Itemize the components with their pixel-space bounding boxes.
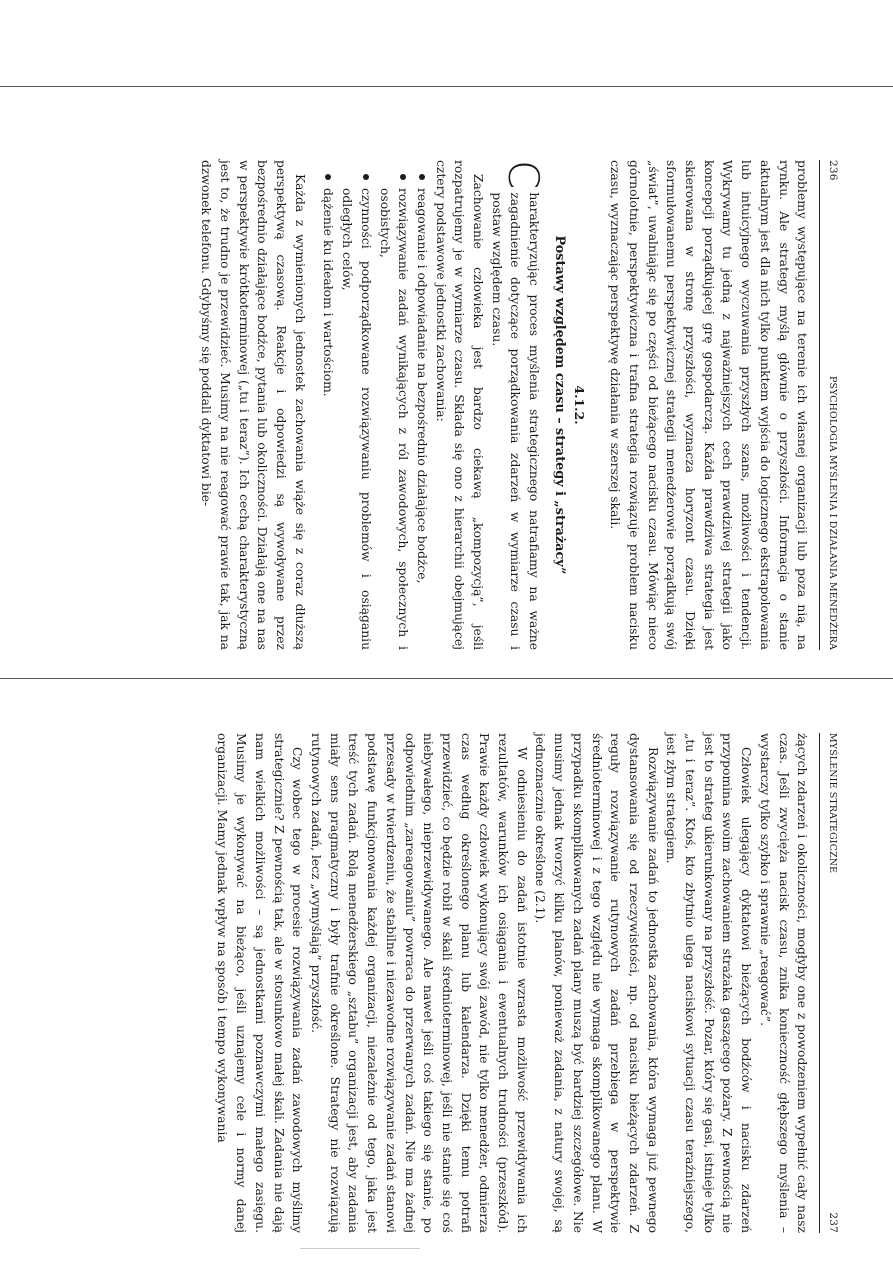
body-paragraph: Zachowanie człowieka jest bardzo ciekawą „kompozycją”, jeśli rozpatrujemy je w wymiarze czasu. Składa się ono z hierarchii obejmującej cztery podstawowe jednostki zachowania: [433, 160, 486, 650]
list-item: rozwiązywanie zadań wynikających z ról zawodowych, społecznych i osobistych, [375, 176, 412, 650]
body-paragraph: Czy wobec tego w procesie rozwiązywania zadań zawodowych myślimy strategicznie? Z pewnością tak, ale w stosunkowo małej skali. Zadania nie dają nam wielkich możliwości – są jednostkami poznawczymi małego zasięgu. Musimy je wykonywać na bieżąco, jeśli uznajemy cele i normy danej organizacji. Mamy jednak wpływ na sposób i tempo wykonywania [215, 733, 305, 1233]
body-paragraph: Rozwiązywanie zadań to jednostka zachowania, która wymaga już pewnego dystansowania się od rzeczywistości, np. od nacisku bieżących zdarzeń. Z reguły rozwiązywanie rutynowych zadań przebiega w perspektywie średnioterminowej i z tego względu nie wymaga skomplikowanego planu. W przypadku skomplikowanych zadań plany muszą być bardziej szczegółowe. Nie musimy jednak tworzyć kilku planów, ponieważ zadania, z natury swojej, są jednoznacznie określone (2.1). [533, 733, 660, 1233]
section-number: 4.1.2. [571, 385, 587, 425]
running-head-237 [819, 733, 842, 1233]
page-237-text-column [62, 733, 842, 1233]
body-paragraph: problemy występujące na terenie ich własnej organizacji lub poza nią, na rynku. Ale strategy myślą głównie o przyszłości. Informacja o stanie aktualnym jest dla nich tylko punktem wyjścia do logicznego ekstrapolowania lub intuicyjnego wyczuwania przyszłych szans, możliwości i tendencji. Wykrywamy tu jedną z najważniejszych cech prawdziwej strategii jako koncepcji porządkującej grę gospodarczą. Każda prawdziwa strategia jest skierowana w stronę przyszłości, wyznacza horyzont czasu. Dzięki sformułowanemu perspektywicznej strategii menedżerowie porządkują swój „świat”, uwalniając się po części od bieżącego nacisku czasu. Mówiąc nieco górnolotnie, perspektywiczna i trafna strategia rozwiązuje problem nacisku czasu, wyznaczając perspektywę działania w szerszej skali. [608, 160, 810, 650]
body-paragraph-dropcap [487, 160, 549, 650]
scan-edge-top [0, 86, 893, 87]
page-237 [62, 733, 842, 1233]
body-paragraph: żących zdarzeń i okoliczności, mogłyby one z powodzeniem wypełnić cały nasz czas. Jeśli zwycięża nacisk czasu, znika konieczność głębszego myślenia – wystarczy tylko szybko i sprawnie „reagować”. [757, 733, 810, 1233]
list-item: reagowanie i odpowiadanie na bezpośrednio działające bodźce, [412, 176, 431, 650]
page-divider [0, 678, 893, 679]
body-paragraph: Każda z wymienionych jednostek zachowania wiąże się z coraz dłuższą perspektywą czasową. Reakcje i odpowiedzi są wywoływane przez bezpośrednio działające bodźce, pytania lub okoliczności. Działają one na nas w perspektywie krótkoterminowej („tu i teraz”). Ich cechą charakterystyczną jest to, że trudno je przewidzieć. Musimy na nie reagować prawie tak, jak na dzwonek telefonu. Gdybyśmy się poddali dyktatowi bie- [199, 160, 307, 650]
page-number: 237 [827, 1212, 839, 1233]
list-item: dążenie ku ideałom i wartościom. [319, 176, 338, 650]
scan-edge-bottom [300, 1248, 420, 1249]
running-head-title: PSYCHOLOGIA MYŚLENIA I DZIAŁANIA MENEDŻERA [827, 375, 838, 650]
running-head-236 [819, 160, 842, 650]
section-title: Postawy względem czasu – strategy i „strażacy” [551, 235, 567, 575]
page-236 [62, 160, 842, 650]
page-number: 236 [827, 160, 839, 181]
body-paragraph-text: harakteryzując proces myślenia strategicznego natrafiamy na ważne zagadnienie dotyczące porządkowania zdarzeń w wymiarze czasu i postaw względem czasu. [489, 192, 542, 650]
body-paragraph: W odniesieniu do zadań istotnie wzrasta możliwość przewidywania ich rezultatów, warunków ich osiągania i ewentualnych trudności (przeszkód). Prawie każdy człowiek wykonujący swój zawód, nie tylko menedżer, odmierza czas według określonego planu lub kalendarza. Dzięki temu potrafi przewidzieć, co będzie robił w skali średnioterminowej, jeśli nie stanie się coś niebywałego, nieprzewidywanego. Ale nawet jeśli coś takiego się stanie, po odpowiednim „zareagowaniu” powraca do przerwanych zadań. Nie ma żadnej przesady w twierdzeniu, że stabilne i niezawodne rozwiązywanie zadań stanowi podstawę funkcjonowania każdej organizacji, niezależnie od tego, jaka jest treść tych zadań. Rolą menedżerskiego „sztabu” organizacji jest, aby zadania miały sens pragmatyczny i były trafnie określone. Strategy nie rozwiązują rutynowych zadań, lecz „wymyślają” przyszłość. [309, 733, 529, 1233]
dropcap-letter: C [499, 160, 549, 190]
page-236-text-column [62, 160, 842, 650]
behavior-units-list [319, 160, 431, 650]
list-item: czynności podporządkowane rozwiązywaniu problemów i osiąganiu odległych celów, [337, 176, 374, 650]
running-head-title: MYŚLENIE STRATEGICZNE [827, 733, 838, 874]
body-paragraph: Człowiek ulegający dyktatowi bieżących bodźców i nacisku zdarzeń przypomina swoim zachowaniem strażaka gaszącego pożary. Z pewnością nie jest to strateg ukierunkowany na przyszłość. Pozar, który się gasi, istnieje tylko „tu i teraz”. Ktoś, kto zbytnio ulega naciskowi sytuacji czasu teraźniejszego, jest złym strategiem. [664, 733, 754, 1233]
